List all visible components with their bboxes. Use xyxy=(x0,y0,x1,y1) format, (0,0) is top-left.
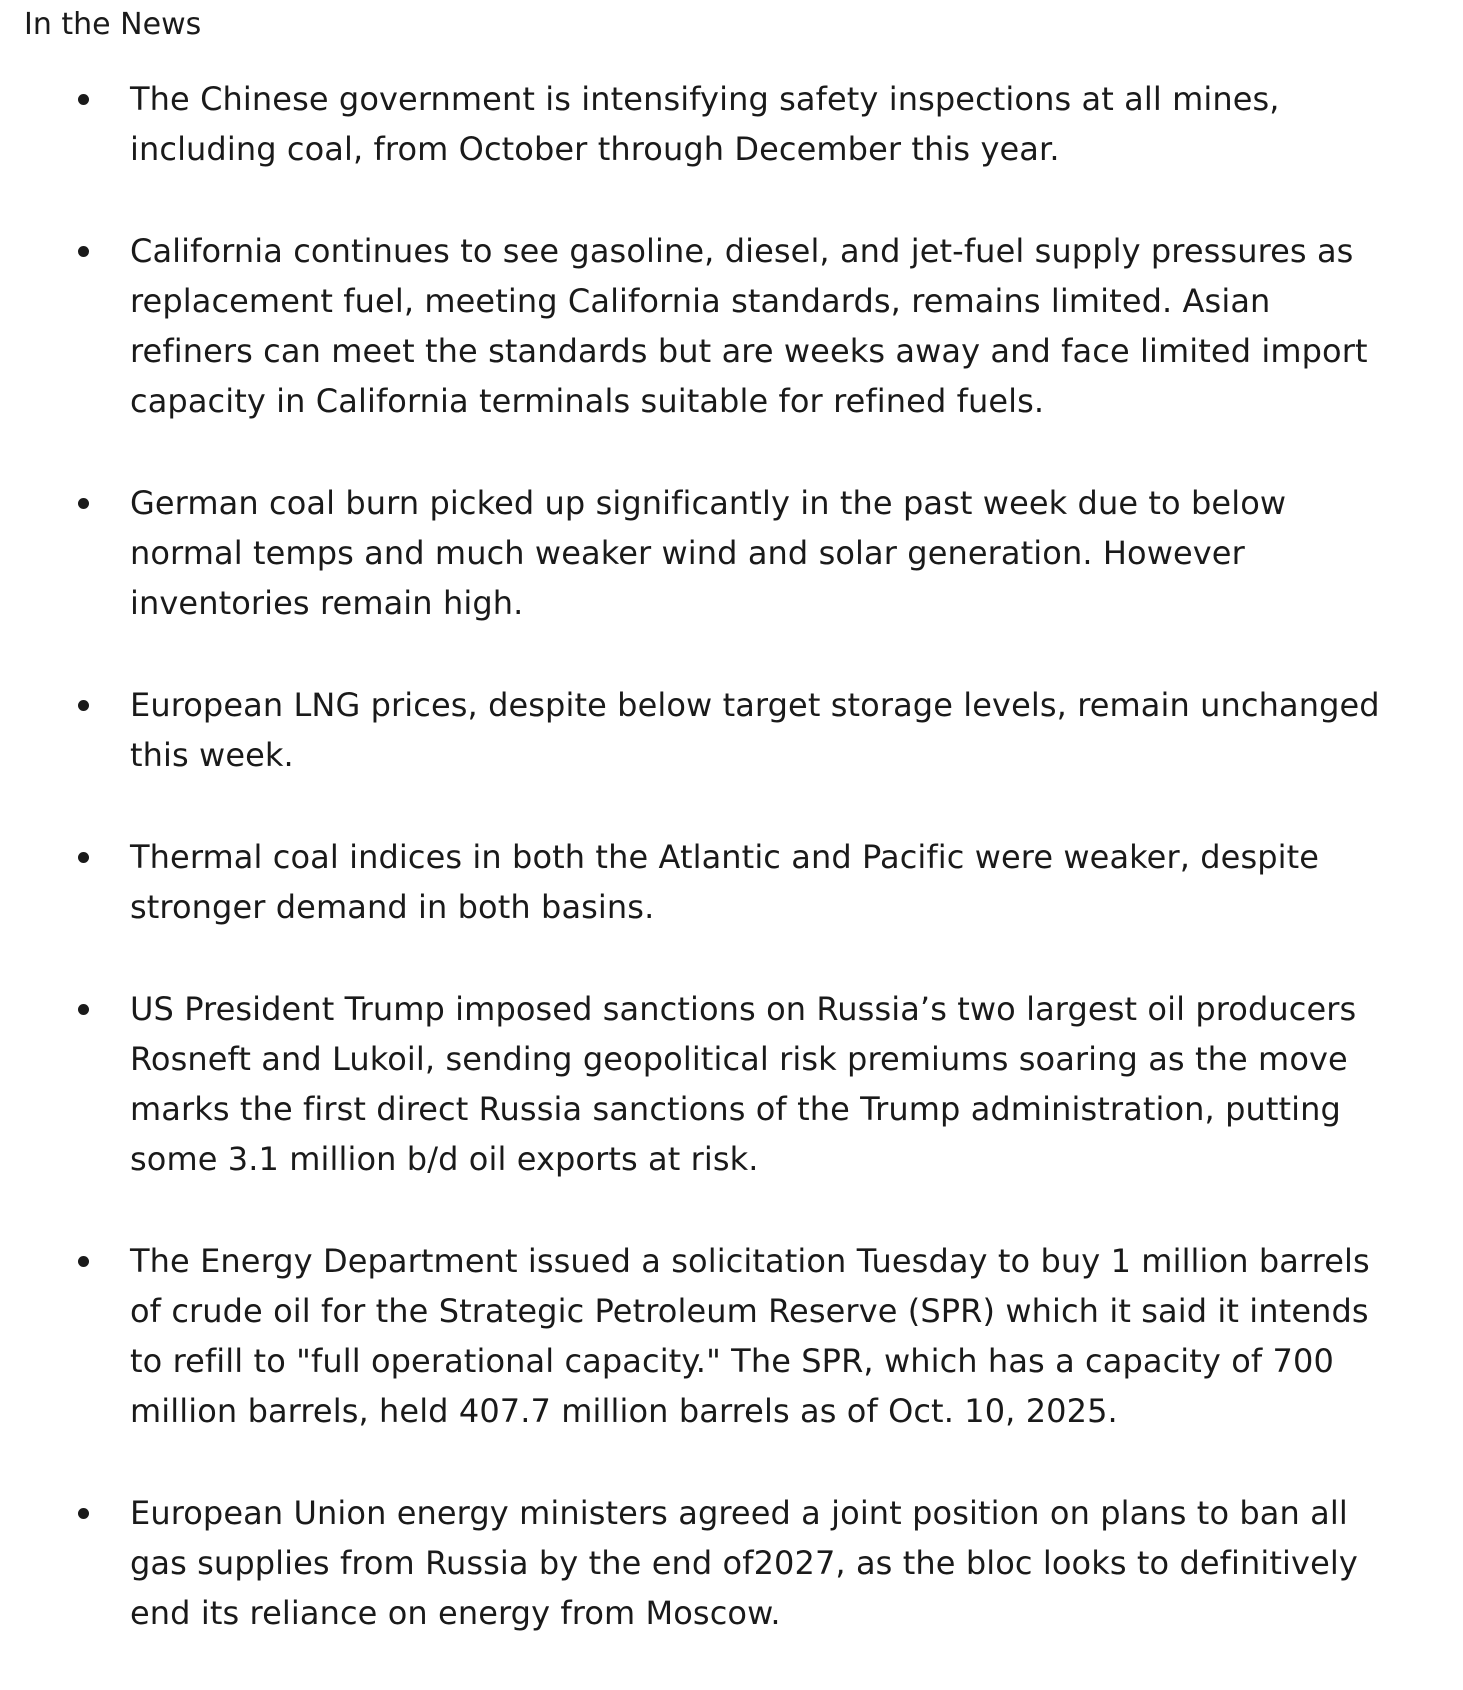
bullet-icon xyxy=(78,246,89,257)
bullet-icon xyxy=(78,700,89,711)
bullet-icon xyxy=(78,1256,89,1267)
news-item-text: German coal burn picked up significantly in the past week due to below normal temps and much weaker wind and solar generation. However inventories remain high. xyxy=(130,484,1287,622)
bullet-icon xyxy=(78,1004,89,1015)
news-item xyxy=(0,74,1463,174)
news-item-text: The Chinese government is intensifying safety inspections at all mines, including coal, from October through December this year. xyxy=(130,80,1280,168)
news-item-text: Thermal coal indices in both the Atlantic and Pacific were weaker, despite stronger demand in both basins. xyxy=(130,838,1320,926)
news-item xyxy=(0,832,1463,932)
bullet-icon xyxy=(78,94,89,105)
bullet-icon xyxy=(78,1508,89,1519)
news-item xyxy=(0,680,1463,780)
bullet-icon xyxy=(78,498,89,509)
news-item-text: US President Trump imposed sanctions on Russia’s two largest oil producers Rosneft and Lukoil, sending geopolitical risk premiums soaring as the move marks the first direct Russia sanctions of the Trump administration, putting some 3.1 million b/d oil exports at risk. xyxy=(130,990,1357,1178)
news-item xyxy=(0,478,1463,628)
bullet-icon xyxy=(78,852,89,863)
news-item xyxy=(0,1488,1463,1638)
news-list xyxy=(0,74,1463,1690)
section-heading: In the News xyxy=(24,7,202,42)
news-item-text: European LNG prices, despite below target storage levels, remain unchanged this week. xyxy=(130,686,1380,774)
news-item xyxy=(0,1236,1463,1436)
news-item-text: California continues to see gasoline, diesel, and jet-fuel supply pressures as replacement fuel, meeting California standards, remains limited. Asian refiners can meet the standards but are weeks away and face limited import capacity in California terminals suitable for refined fuels. xyxy=(130,232,1368,420)
news-item-text: The Energy Department issued a solicitation Tuesday to buy 1 million barrels of crude oil for the Strategic Petroleum Reserve (SPR) which it said it intends to refill to "full operational capacity." The SPR, which has a capacity of 700 million barrels, held 407.7 million barrels as of Oct. 10, 2025. xyxy=(130,1242,1370,1430)
news-item-text: European Union energy ministers agreed a joint position on plans to ban all gas supplies from Russia by the end of2027, as the bloc looks to definitively end its reliance on energy from Moscow. xyxy=(130,1494,1358,1632)
news-item xyxy=(0,984,1463,1184)
news-item xyxy=(0,226,1463,426)
